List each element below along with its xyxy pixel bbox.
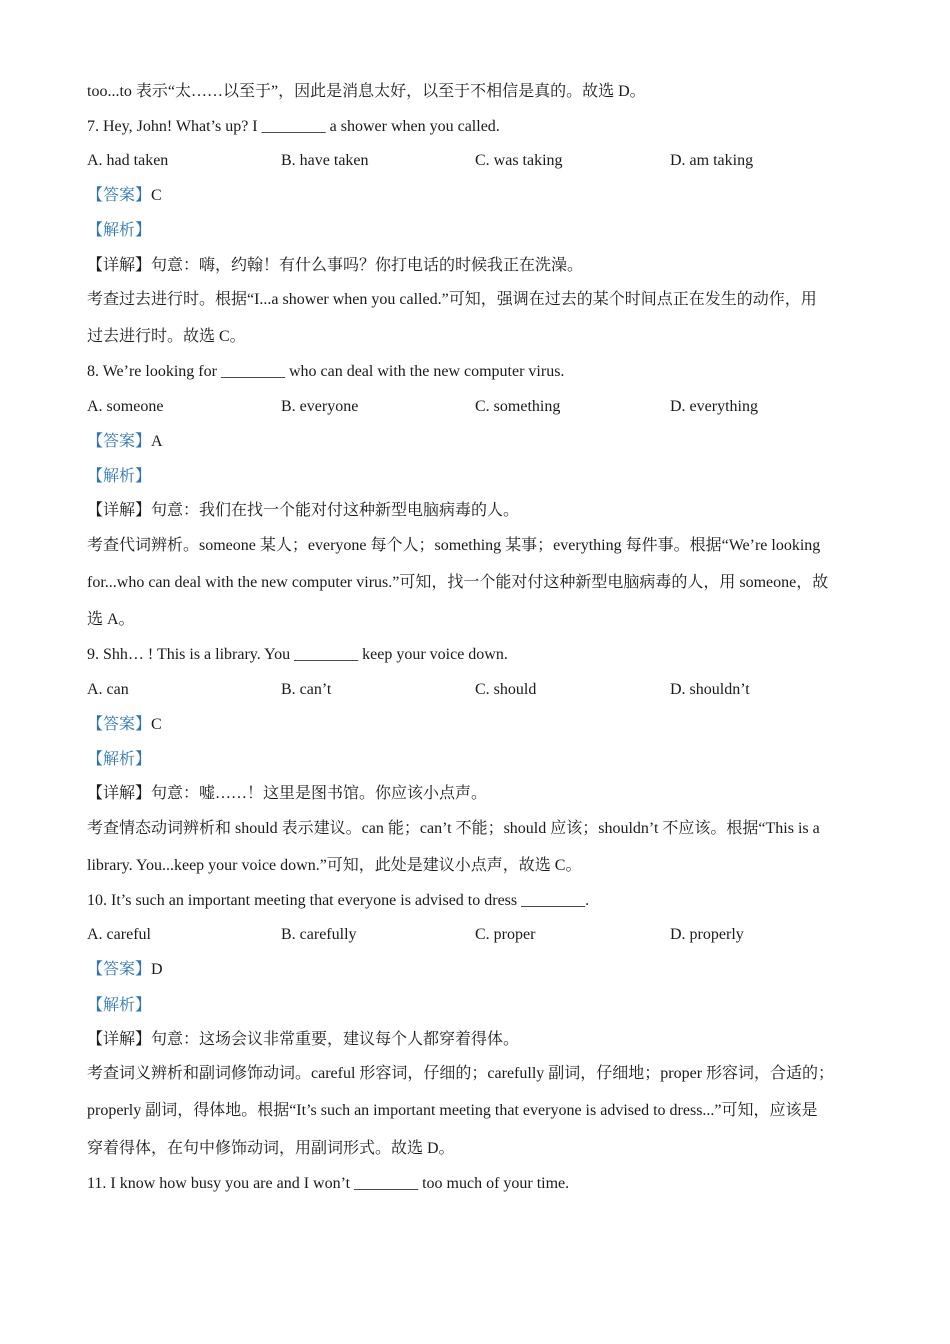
- option-b: B. everyone: [281, 398, 359, 415]
- question-10-answer: [87, 960, 163, 980]
- answer-label: 【答案】: [87, 961, 152, 978]
- question-9-detail: [87, 784, 487, 804]
- question-8-stem: 8. We’re looking for ________ who can deal with the new computer virus.: [87, 363, 565, 380]
- question-9-explanation-2: library. You...keep your voice down.”可知，此处是建议小点声，故选 C。: [87, 857, 582, 874]
- question-10-stem: 10. It’s such an important meeting that everyone is advised to dress ________.: [87, 892, 590, 909]
- detail-text: 句意：嗨，约翰！有什么事吗？你打电话的时候我正在洗澡。: [151, 257, 584, 274]
- question-8-options: [87, 397, 867, 417]
- option-a: A. someone: [87, 398, 164, 415]
- question-9-analysis-label: 【解析】: [87, 751, 152, 768]
- question-10-detail: [87, 1030, 519, 1050]
- answer-value: D: [151, 961, 163, 978]
- question-9-stem: 9. Shh… ! This is a library. You ________ keep your voice down.: [87, 646, 508, 663]
- question-8-analysis-label: 【解析】: [87, 468, 152, 485]
- answer-value: A: [151, 433, 163, 450]
- option-b: B. have taken: [281, 152, 369, 169]
- detail-text: 句意：这场会议非常重要，建议每个人都穿着得体。: [151, 1031, 520, 1048]
- option-d: D. properly: [670, 926, 744, 943]
- question-7-detail: [87, 256, 583, 276]
- question-8-explanation-3: 选 A。: [87, 611, 135, 628]
- option-c: C. was taking: [475, 152, 563, 169]
- question-7-explanation-1: 考查过去进行时。根据“I...a shower when you called.”可知，强调在过去的某个时间点正在发生的动作，用: [87, 291, 817, 308]
- option-b: B. carefully: [281, 926, 357, 943]
- question-9-answer: [87, 715, 162, 735]
- question-10-explanation-1: 考查词义辨析和副词修饰动词。careful 形容词，仔细的；carefully 副词，仔细地；proper 形容词，合适的；: [87, 1065, 835, 1082]
- detail-text: 句意：我们在找一个能对付这种新型电脑病毒的人。: [151, 502, 520, 519]
- option-a: A. had taken: [87, 152, 169, 169]
- question-10-explanation-2: properly 副词，得体地。根据“It’s such an important meeting that everyone is advised to dress...”可知，应该是: [87, 1102, 818, 1119]
- detail-label: 【详解】: [87, 785, 152, 802]
- option-a: A. careful: [87, 926, 151, 943]
- question-11-stem: 11. I know how busy you are and I won’t ________ too much of your time.: [87, 1175, 570, 1192]
- question-8-detail: [87, 501, 519, 521]
- detail-label: 【详解】: [87, 257, 152, 274]
- question-7-options: [87, 151, 867, 171]
- option-c: C. something: [475, 398, 561, 415]
- question-7-answer: [87, 186, 162, 206]
- option-d: D. am taking: [670, 152, 754, 169]
- answer-value: C: [151, 716, 162, 733]
- question-8-explanation-2: for...who can deal with the new computer virus.”可知，找一个能对付这种新型电脑病毒的人，用 someone，故: [87, 574, 829, 591]
- answer-label: 【答案】: [87, 716, 152, 733]
- question-7-stem: 7. Hey, John! What’s up? I ________ a shower when you called.: [87, 118, 500, 135]
- question-10-explanation-3: 穿着得体，在句中修饰动词，用副词形式。故选 D。: [87, 1140, 455, 1157]
- option-b: B. can’t: [281, 681, 332, 698]
- detail-text: 句意：嘘……！这里是图书馆。你应该小点声。: [151, 785, 488, 802]
- question-7-explanation-2: 过去进行时。故选 C。: [87, 328, 246, 345]
- option-c: C. proper: [475, 926, 536, 943]
- question-7-analysis-label: 【解析】: [87, 222, 152, 239]
- option-d: D. shouldn’t: [670, 681, 750, 698]
- answer-label: 【答案】: [87, 433, 152, 450]
- answer-value: C: [151, 187, 162, 204]
- question-8-answer: [87, 432, 163, 452]
- question-8-explanation-1: 考查代词辨析。someone 某人；everyone 每个人；something 某事；everything 每件事。根据“We’re looking: [87, 537, 821, 554]
- detail-label: 【详解】: [87, 1031, 152, 1048]
- question-9-explanation-1: 考查情态动词辨析和 should 表示建议。can 能；can’t 不能；should 应该；shouldn’t 不应该。根据“This is a: [87, 820, 820, 837]
- intro-text: too...to 表示“太……以至于”，因此是消息太好，以至于不相信是真的。故选 D。: [87, 83, 646, 100]
- detail-label: 【详解】: [87, 502, 152, 519]
- question-10-options: [87, 925, 867, 945]
- answer-label: 【答案】: [87, 187, 152, 204]
- option-c: C. should: [475, 681, 537, 698]
- question-9-options: [87, 680, 867, 700]
- option-d: D. everything: [670, 398, 758, 415]
- question-10-analysis-label: 【解析】: [87, 997, 152, 1014]
- option-a: A. can: [87, 681, 129, 698]
